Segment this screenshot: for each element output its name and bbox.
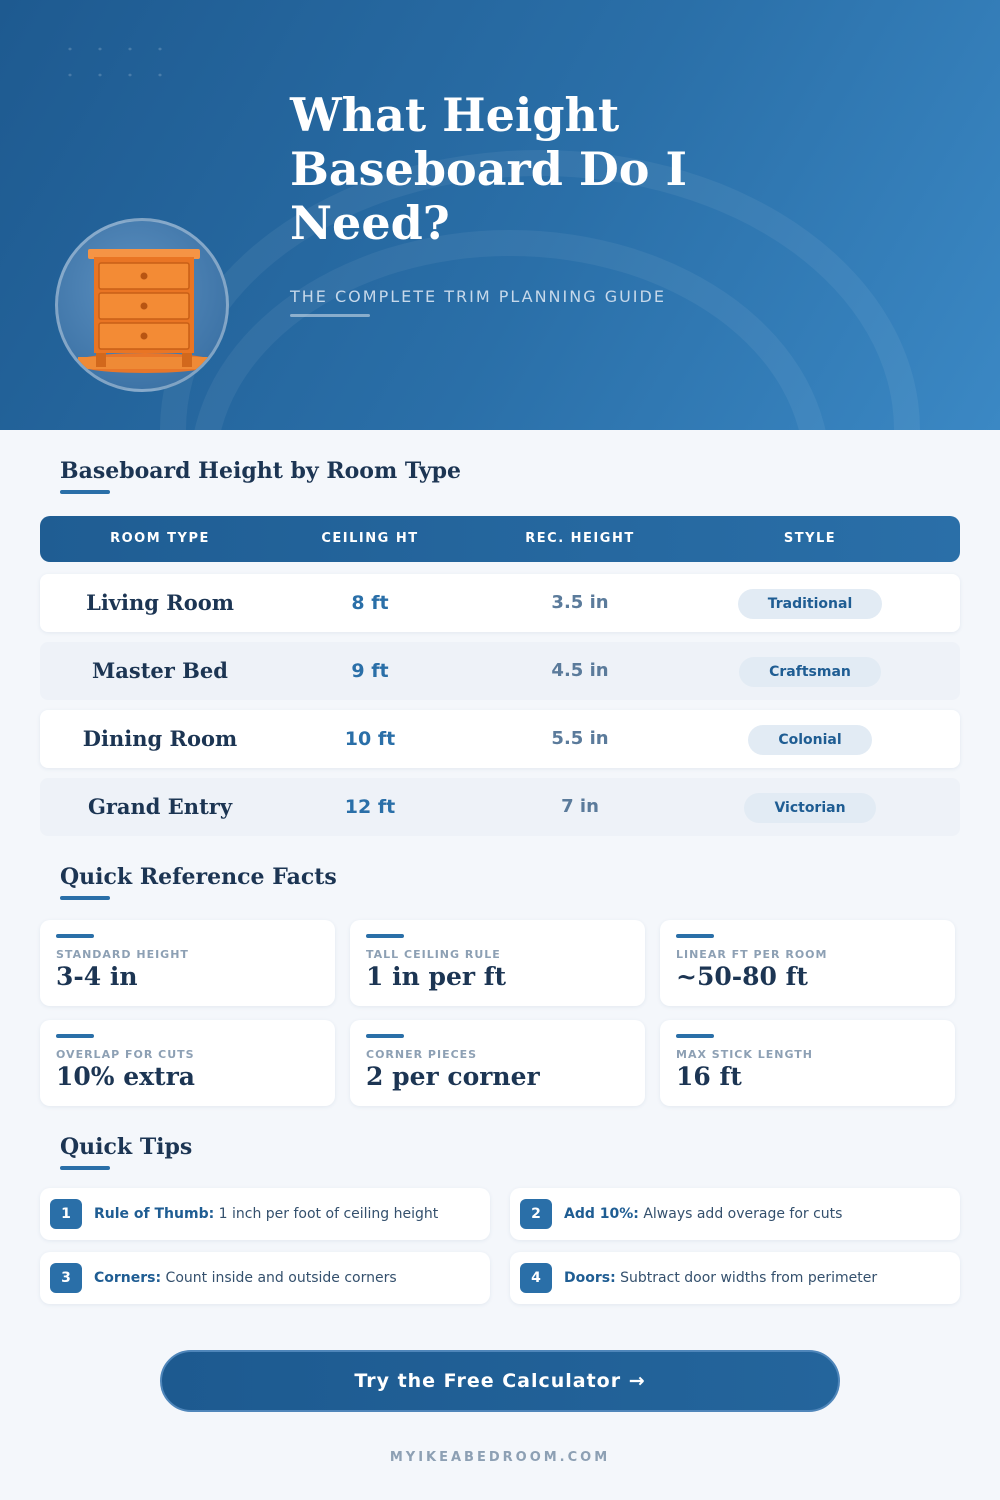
fact-value: ~50-80 ft (676, 962, 808, 991)
ceiling-cell: 10 ft (344, 728, 396, 750)
fact-label: TALL CEILING RULE (366, 948, 501, 961)
section-title-facts: Quick Reference Facts (60, 864, 337, 890)
tip-card (510, 1188, 960, 1240)
tip-number: 1 (50, 1199, 82, 1229)
tip-heading: Add 10%: (564, 1206, 639, 1222)
fact-label: OVERLAP FOR CUTS (56, 1048, 195, 1061)
ceiling-cell: 8 ft (351, 592, 389, 614)
style-badge: Craftsman (739, 657, 881, 687)
rec-height-cell: 4.5 in (551, 660, 609, 681)
fact-label: CORNER PIECES (366, 1048, 478, 1061)
fact-label: LINEAR FT PER ROOM (676, 948, 828, 961)
room-type-cell: Master Bed (92, 658, 228, 683)
page-subtitle: THE COMPLETE TRIM PLANNING GUIDE (290, 287, 666, 306)
fact-value: 1 in per ft (366, 962, 507, 991)
tip-card (510, 1252, 960, 1304)
hero-banner (0, 0, 1000, 430)
col-header-room-type: ROOM TYPE (110, 531, 210, 546)
subtitle-underline (290, 314, 370, 317)
table-row (40, 710, 960, 768)
tip-number: 3 (50, 1263, 82, 1293)
col-header-rec-height: REC. HEIGHT (525, 531, 635, 546)
fact-label: MAX STICK LENGTH (676, 1048, 813, 1061)
tip-heading: Rule of Thumb: (94, 1206, 215, 1222)
tip-number: 2 (520, 1199, 552, 1229)
rec-height-cell: 5.5 in (551, 728, 609, 749)
section-underline (60, 896, 110, 900)
rec-height-cell: 3.5 in (551, 592, 609, 613)
fact-value: 3-4 in (56, 962, 138, 991)
section-title-tips: Quick Tips (60, 1134, 193, 1160)
section-underline (60, 490, 110, 494)
page-title: What Height Baseboard Do I Need? (290, 88, 688, 250)
room-type-cell: Dining Room (82, 726, 238, 751)
fact-value: 16 ft (676, 1062, 742, 1091)
tip-text: 1 inch per foot of ceiling height (214, 1206, 439, 1222)
ceiling-cell: 9 ft (351, 660, 389, 682)
tip-card (40, 1252, 490, 1304)
section-title-room-type: Baseboard Height by Room Type (60, 458, 462, 484)
fact-card (40, 1020, 335, 1106)
tip-number: 4 (520, 1263, 552, 1293)
table-row (40, 574, 960, 632)
fact-card (350, 920, 645, 1006)
tip-card (40, 1188, 490, 1240)
calculator-cta-button[interactable]: Try the Free Calculator → (160, 1350, 840, 1412)
fact-card (660, 1020, 955, 1106)
col-header-ceiling: CEILING HT (321, 531, 419, 546)
table-row (40, 642, 960, 700)
fact-card (350, 1020, 645, 1106)
tip-heading: Corners: (94, 1270, 162, 1286)
decorative-dots (55, 36, 165, 96)
section-underline (60, 1166, 110, 1170)
fact-label: STANDARD HEIGHT (56, 948, 189, 961)
tip-text: Subtract door widths from perimeter (615, 1270, 878, 1286)
ceiling-cell: 12 ft (344, 796, 396, 818)
rec-height-cell: 7 in (561, 796, 599, 817)
room-type-cell: Grand Entry (87, 794, 233, 819)
fact-value: 2 per corner (366, 1062, 540, 1091)
fact-card (660, 920, 955, 1006)
fact-card (40, 920, 335, 1006)
room-type-cell: Living Room (86, 590, 234, 615)
table-row (40, 778, 960, 836)
tip-text: Count inside and outside corners (161, 1270, 397, 1286)
style-badge: Traditional (738, 589, 883, 619)
col-header-style: STYLE (783, 531, 837, 546)
nightstand-icon (55, 218, 229, 392)
style-badge: Colonial (748, 725, 871, 755)
style-badge: Victorian (744, 793, 875, 823)
table-header (40, 516, 960, 562)
fact-value: 10% extra (56, 1062, 195, 1091)
footer-site-url[interactable]: MYIKEABEDROOM.COM (389, 1450, 611, 1465)
tip-text: Always add overage for cuts (638, 1206, 843, 1222)
tip-heading: Doors: (564, 1270, 616, 1286)
